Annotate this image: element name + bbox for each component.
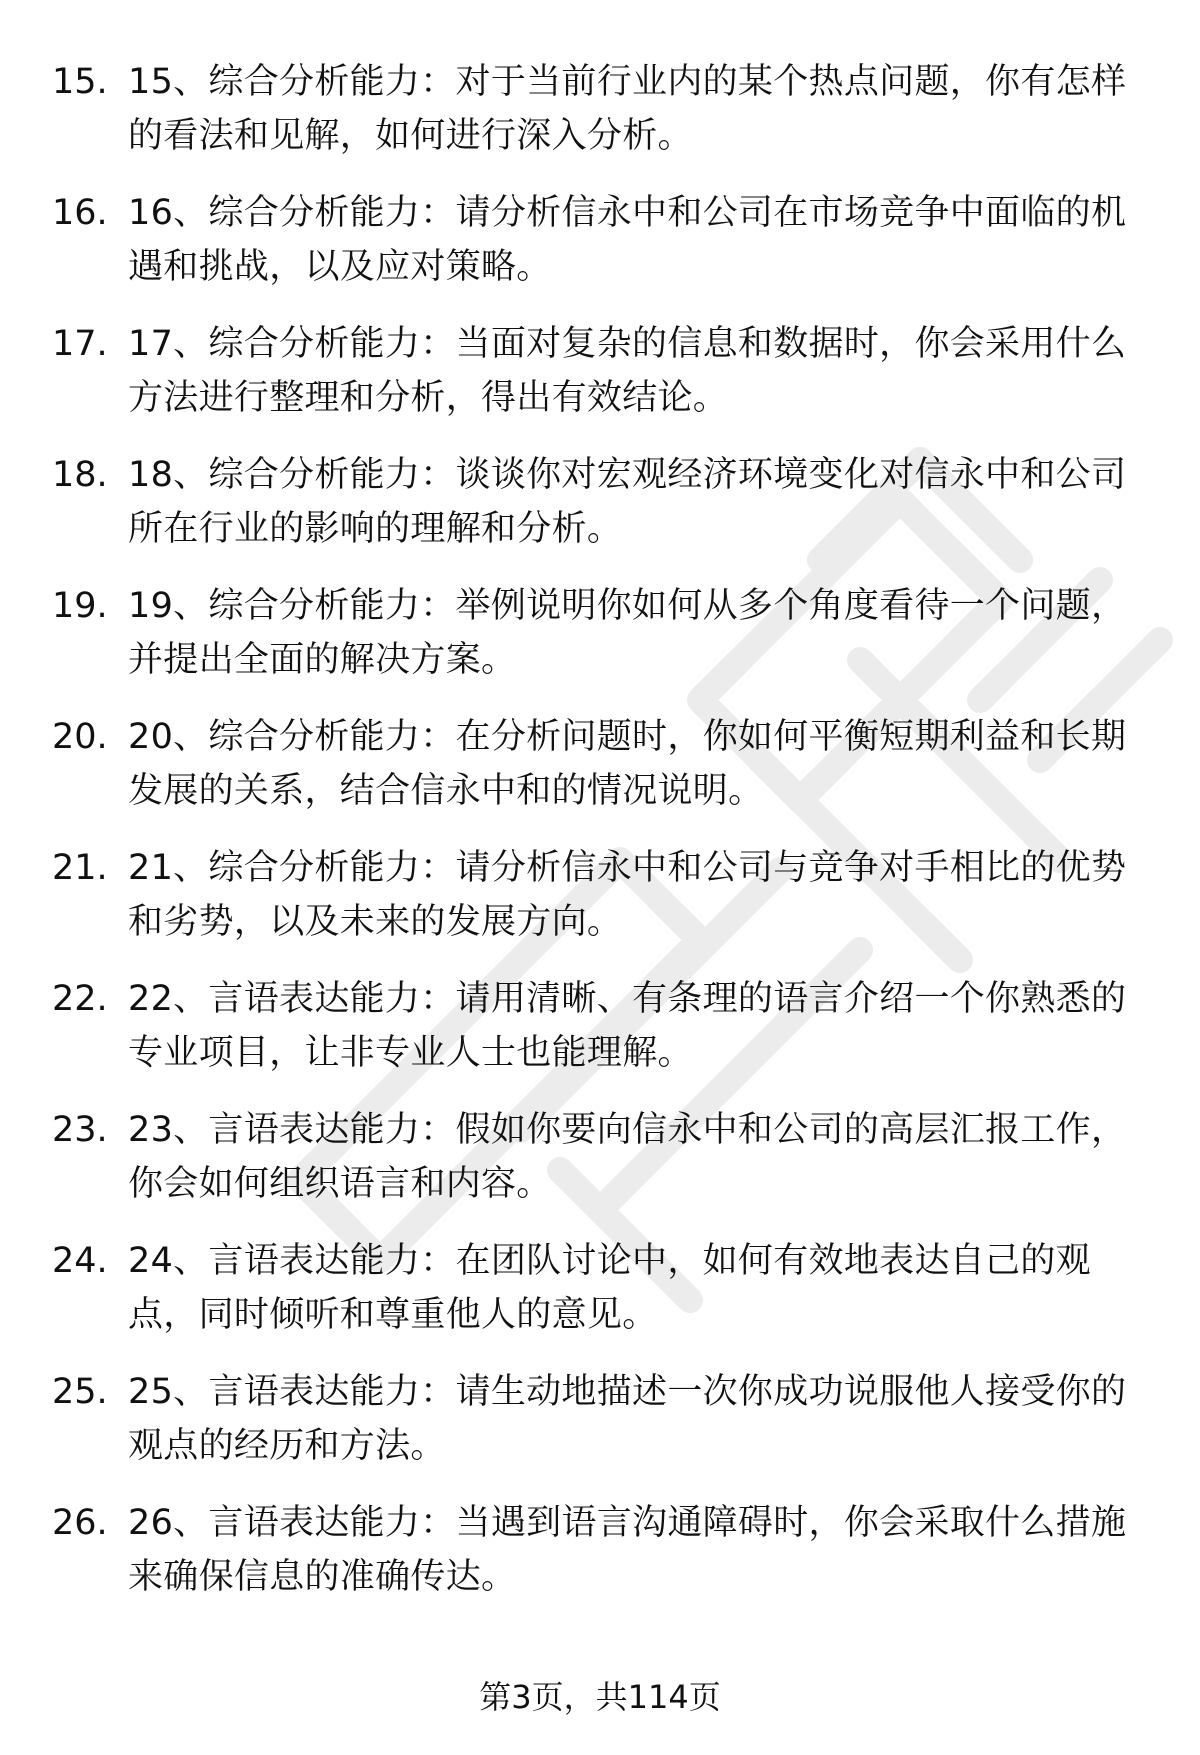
list-item-number: 20. [52,717,108,757]
list-item-text: 16、综合分析能力：请分析信永中和公司在市场竞争中面临的机遇和挑战，以及应对策略。 [128,193,1127,287]
list-item-text: 23、言语表达能力：假如你要向信永中和公司的高层汇报工作，你会如何组织语言和内容。 [128,1110,1127,1204]
page-number-label: 第3页，共114页 [479,1678,721,1716]
list-item [0,55,1200,186]
page-footer [0,1675,1200,1719]
list-item [0,448,1200,579]
question-list [0,55,1200,1627]
list-item-number: 16. [52,193,108,233]
list-item [0,1103,1200,1234]
list-item-text: 26、言语表达能力：当遇到语言沟通障碍时，你会采取什么措施来确保信息的准确传达。 [128,1503,1127,1597]
list-item-number: 18. [52,455,108,495]
list-item-text: 21、综合分析能力：请分析信永中和公司与竞争对手相比的优势和劣势，以及未来的发展方向。 [128,848,1127,942]
list-item [0,186,1200,317]
list-item [0,710,1200,841]
list-item-text: 18、综合分析能力：谈谈你对宏观经济环境变化对信永中和公司所在行业的影响的理解和分析。 [128,455,1127,549]
list-item-number: 19. [52,586,108,626]
list-item-number: 23. [52,1110,108,1150]
list-item-text: 25、言语表达能力：请生动地描述一次你成功说服他人接受你的观点的经历和方法。 [128,1372,1127,1466]
list-item-text: 19、综合分析能力：举例说明你如何从多个角度看待一个问题，并提出全面的解决方案。 [128,586,1127,680]
list-item-number: 25. [52,1372,108,1412]
list-item [0,972,1200,1103]
list-item-number: 21. [52,848,108,888]
list-item-number: 15. [52,62,108,102]
list-item-number: 26. [52,1503,108,1543]
list-item-number: 22. [52,979,108,1019]
list-item [0,841,1200,972]
list-item-text: 24、言语表达能力：在团队讨论中，如何有效地表达自己的观点，同时倾听和尊重他人的意见。 [128,1241,1091,1335]
list-item [0,317,1200,448]
list-item-text: 15、综合分析能力：对于当前行业内的某个热点问题，你有怎样的看法和见解，如何进行深入分析。 [128,62,1127,156]
list-item [0,1234,1200,1365]
list-item-text: 22、言语表达能力：请用清晰、有条理的语言介绍一个你熟悉的专业项目，让非专业人士也能理解。 [128,979,1127,1073]
list-item-number: 17. [52,324,108,364]
list-item [0,579,1200,710]
list-item [0,1496,1200,1627]
list-item [0,1365,1200,1496]
list-item-number: 24. [52,1241,108,1281]
list-item-text: 17、综合分析能力：当面对复杂的信息和数据时，你会采用什么方法进行整理和分析，得出有效结论。 [128,324,1127,418]
list-item-text: 20、综合分析能力：在分析问题时，你如何平衡短期利益和长期发展的关系，结合信永中和的情况说明。 [128,717,1127,811]
